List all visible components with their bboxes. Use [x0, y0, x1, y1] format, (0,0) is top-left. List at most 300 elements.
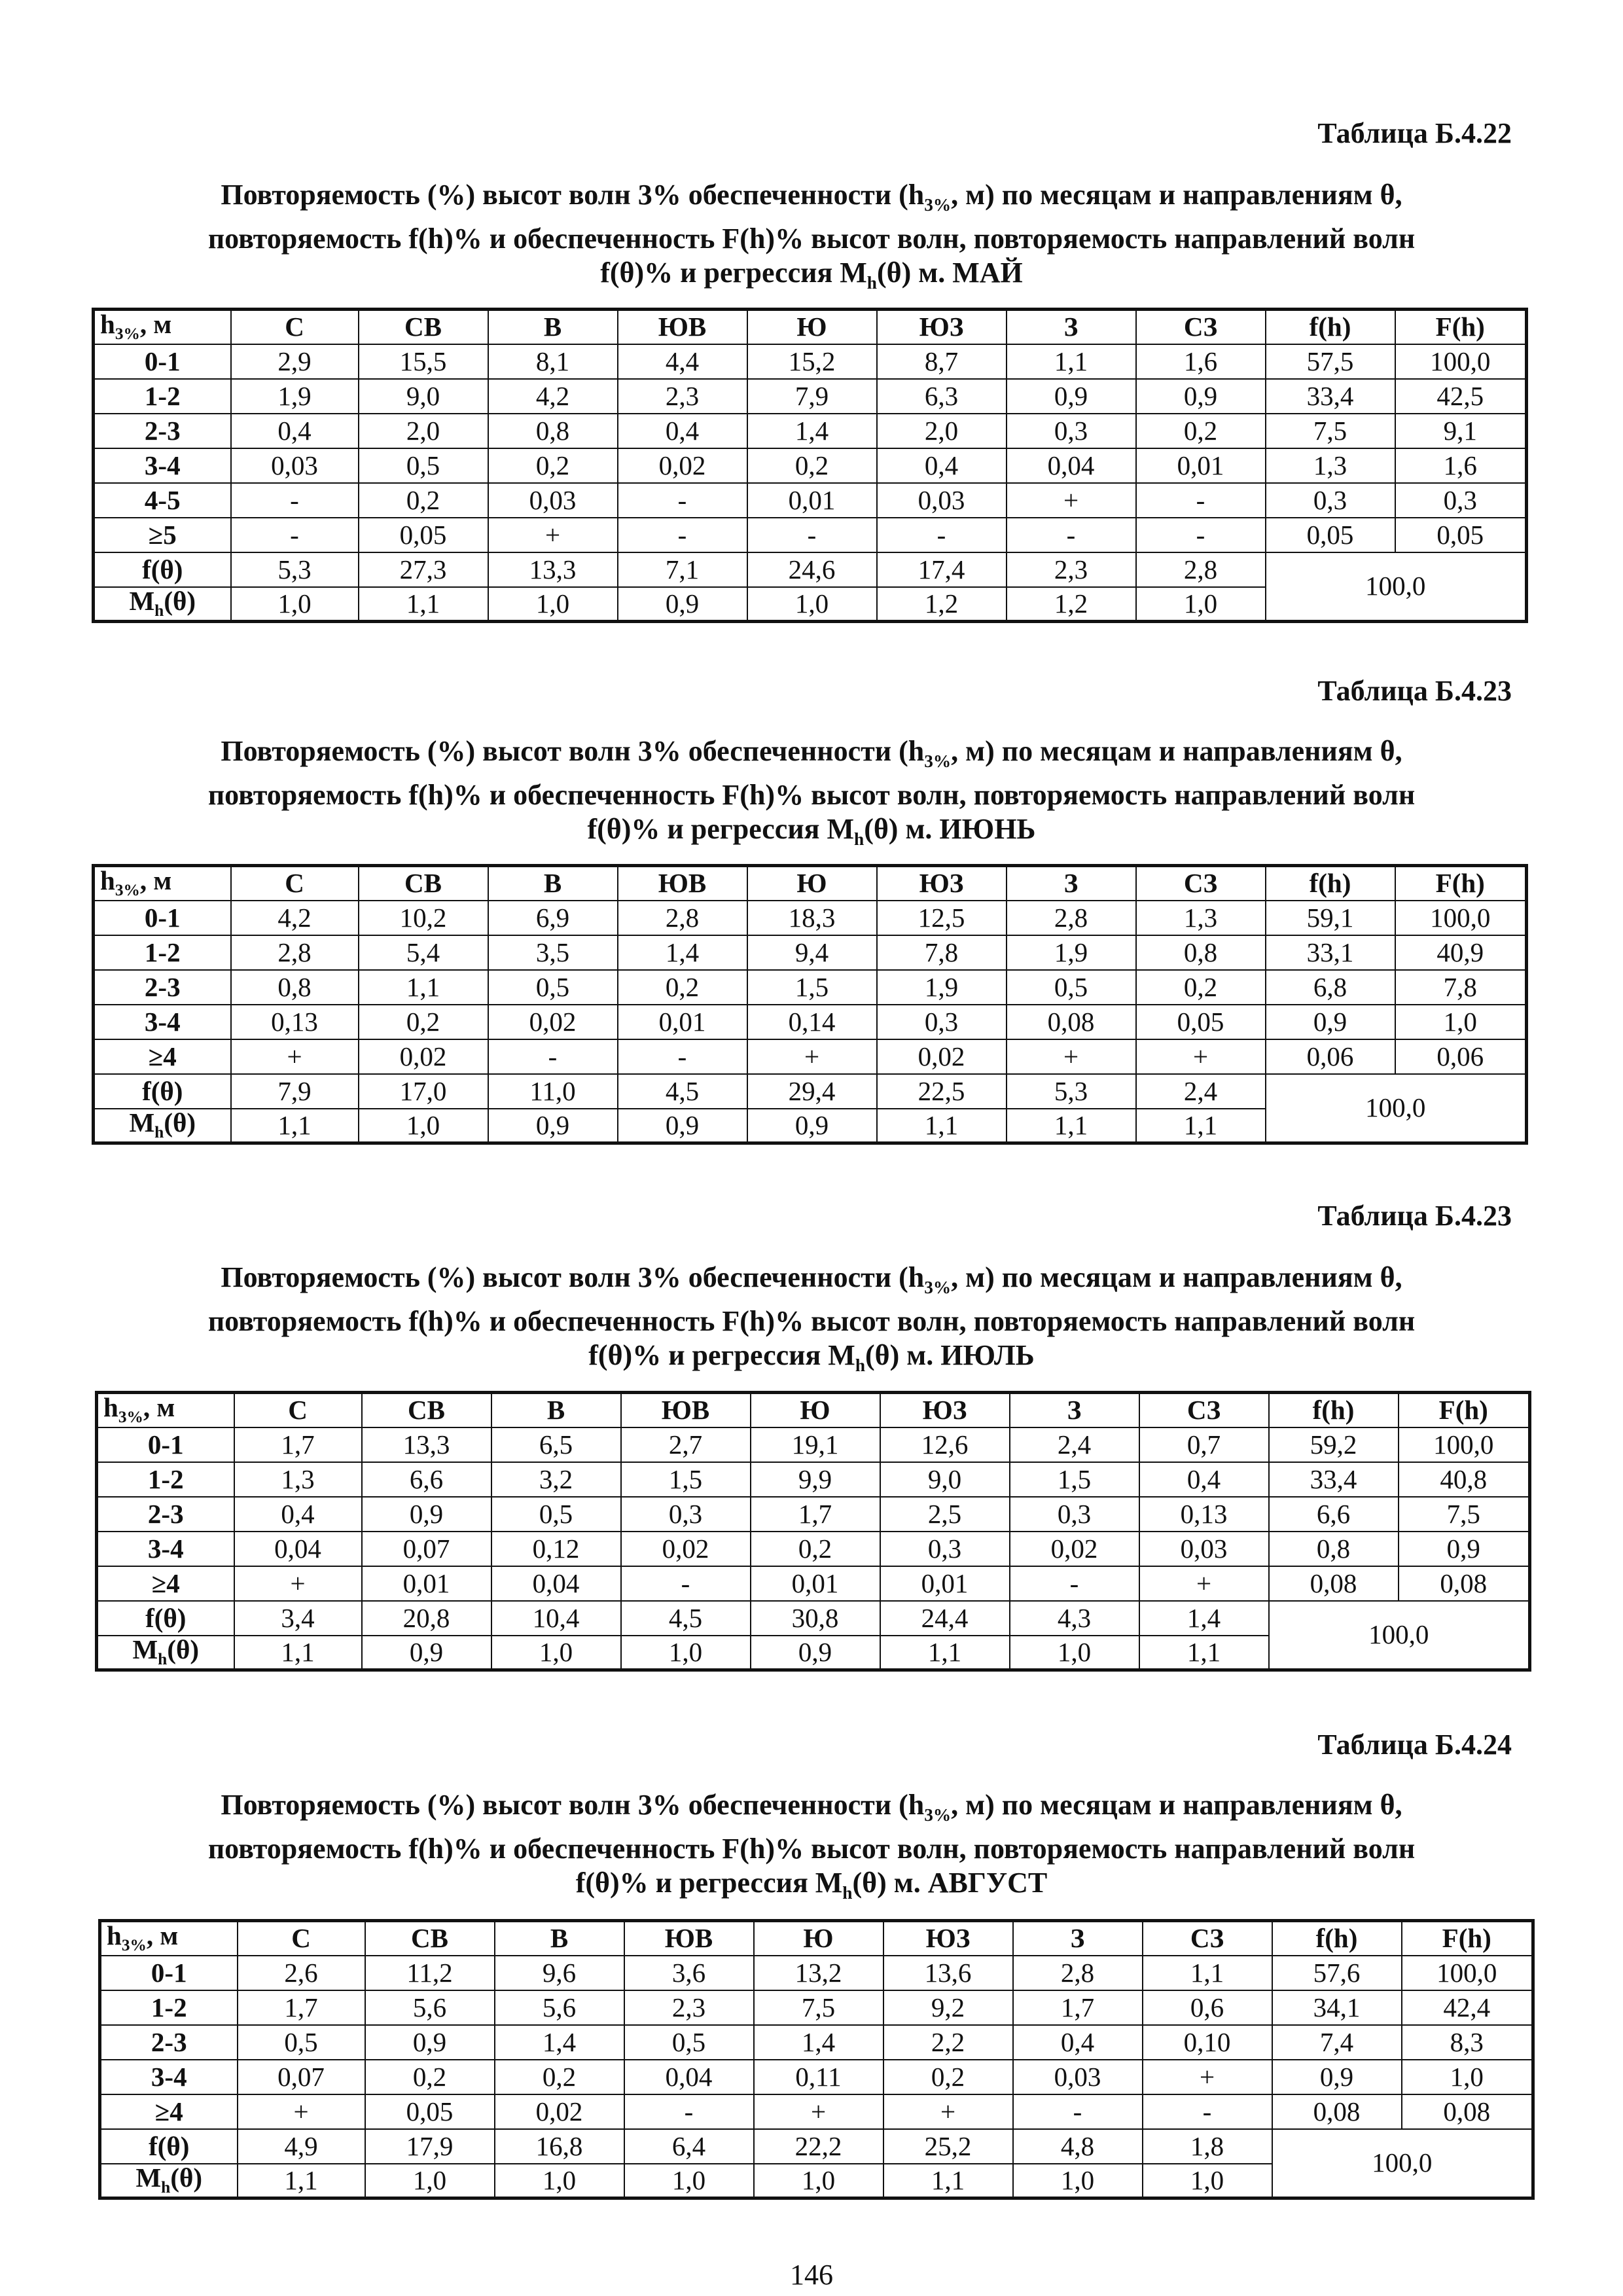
table-cell: 0,2 — [495, 2060, 624, 2094]
column-header: $h_{3\%}$, м — [94, 866, 231, 901]
wave-table-august — [98, 1919, 1535, 2200]
column-header: С — [234, 1393, 362, 1427]
table-cell: 1,6 — [1136, 344, 1266, 379]
table-number: Таблица Б.4.23 — [1317, 1200, 1512, 1232]
table-cell: 0,4 — [618, 414, 747, 448]
table-cell: 5,3 — [231, 552, 359, 587]
table-cell: 0,04 — [1007, 448, 1136, 483]
table-cell: - — [618, 518, 747, 552]
header-row — [100, 1921, 1533, 1956]
table-cell: 1,3 — [234, 1462, 362, 1497]
table-cell: 7,9 — [747, 379, 877, 414]
table-cell: - — [231, 483, 359, 518]
row-label: 3-4 — [94, 1005, 231, 1039]
table-cell: 5,4 — [359, 935, 488, 970]
table-row — [97, 1427, 1530, 1462]
table-cell: 0,9 — [1136, 379, 1266, 414]
table-cell: 0,01 — [1136, 448, 1266, 483]
table-cell: 3,5 — [488, 935, 618, 970]
row-label: 0-1 — [100, 1956, 238, 1990]
table-cell: 1,7 — [1013, 1990, 1143, 2025]
table-cell: 0,3 — [1010, 1497, 1139, 1532]
table-cell: 100,0 — [1399, 1427, 1530, 1462]
table-cell: 1,0 — [754, 2164, 883, 2198]
table-cell: 0,01 — [751, 1566, 880, 1601]
column-header: F(h) — [1402, 1921, 1533, 1956]
table-row — [94, 970, 1527, 1005]
table-cell: 17,9 — [365, 2129, 495, 2164]
row-label: 2-3 — [94, 414, 231, 448]
wave-table-june — [92, 864, 1528, 1145]
table-cell: 0,9 — [747, 1109, 877, 1143]
table-cell: + — [754, 2094, 883, 2129]
table-cell: 1,7 — [234, 1427, 362, 1462]
row-label: ≥4 — [97, 1566, 234, 1601]
table-cell: 0,7 — [1139, 1427, 1269, 1462]
table-cell: 17,4 — [877, 552, 1007, 587]
table-cell: 6,4 — [624, 2129, 754, 2164]
table-cell: 0,04 — [624, 2060, 754, 2094]
wave-table-may — [92, 308, 1528, 623]
table-row — [100, 1956, 1533, 1990]
table-cell: + — [1139, 1566, 1269, 1601]
table-cell: 1,1 — [359, 970, 488, 1005]
table-cell: 15,2 — [747, 344, 877, 379]
table-cell: 0,04 — [491, 1566, 621, 1601]
table-cell: 3,6 — [624, 1956, 754, 1990]
row-label: 1-2 — [100, 1990, 238, 2025]
table-cell: 0,5 — [488, 970, 618, 1005]
table-cell: 1,1 — [883, 2164, 1013, 2198]
table-cell: 0,07 — [362, 1532, 491, 1566]
table-cell: 16,8 — [495, 2129, 624, 2164]
table-cell: - — [1136, 518, 1266, 552]
table-cell: 11,0 — [488, 1074, 618, 1109]
row-label: f(θ) — [94, 1074, 231, 1109]
caption-line-1: Повторяемость (%) высот волн 3% обеспеченности ($h_{3\%}$, м) по месяцам и направлениям θ, — [221, 1261, 1402, 1297]
column-header: СЗ — [1143, 1921, 1272, 1956]
table-cell: - — [624, 2094, 754, 2129]
column-header: В — [488, 866, 618, 901]
table-cell: 10,2 — [359, 901, 488, 935]
table-cell: 0,08 — [1399, 1566, 1530, 1601]
table-cell: 0,03 — [488, 483, 618, 518]
table-cell: 0,03 — [1013, 2060, 1143, 2094]
table-cell: 25,2 — [883, 2129, 1013, 2164]
table-cell: 2,8 — [1007, 901, 1136, 935]
table-cell: 6,9 — [488, 901, 618, 935]
column-header: СЗ — [1136, 310, 1266, 344]
table-cell: 0,08 — [1272, 2094, 1402, 2129]
table-row — [97, 1462, 1530, 1497]
table-cell: 0,10 — [1143, 2025, 1272, 2060]
table-cell: 9,0 — [359, 379, 488, 414]
column-header: F(h) — [1399, 1393, 1530, 1427]
table-cell: 0,3 — [1007, 414, 1136, 448]
table-cell: 0,9 — [618, 587, 747, 622]
row-label: f(θ) — [100, 2129, 238, 2164]
table-cell: 0,11 — [754, 2060, 883, 2094]
table-cell: 1,1 — [234, 1636, 362, 1670]
table-cell: 0,3 — [880, 1532, 1010, 1566]
column-header: СВ — [365, 1921, 495, 1956]
table-cell: 4,9 — [238, 2129, 365, 2164]
column-header: ЮВ — [621, 1393, 751, 1427]
table-cell: - — [618, 483, 747, 518]
table-cell: 13,3 — [488, 552, 618, 587]
table-cell: 3,4 — [234, 1601, 362, 1636]
row-label: 2-3 — [97, 1497, 234, 1532]
table-cell: 2,2 — [883, 2025, 1013, 2060]
row-label: 0-1 — [94, 344, 231, 379]
table-cell: 6,6 — [362, 1462, 491, 1497]
table-row — [97, 1532, 1530, 1566]
table-cell: 24,6 — [747, 552, 877, 587]
table-cell: 40,9 — [1395, 935, 1527, 970]
table-cell: 0,06 — [1395, 1039, 1527, 1074]
table-cell: 0,04 — [234, 1532, 362, 1566]
table-cell: 1,0 — [624, 2164, 754, 2198]
table-cell: 12,6 — [880, 1427, 1010, 1462]
table-cell: 20,8 — [362, 1601, 491, 1636]
table-cell: 13,2 — [754, 1956, 883, 1990]
table-cell: 0,5 — [624, 2025, 754, 2060]
table-cell: - — [488, 1039, 618, 1074]
table-cell: 7,8 — [877, 935, 1007, 970]
table-number: Таблица Б.4.24 — [1317, 1729, 1512, 1761]
table-cell: 2,7 — [621, 1427, 751, 1462]
table-cell: 17,0 — [359, 1074, 488, 1109]
table-cell: 1,1 — [1007, 1109, 1136, 1143]
header-row — [97, 1393, 1530, 1427]
table-cell: 2,0 — [359, 414, 488, 448]
table-cell: 11,2 — [365, 1956, 495, 1990]
table-cell: 0,4 — [877, 448, 1007, 483]
table-cell: 4,8 — [1013, 2129, 1143, 2164]
table-cell: 2,4 — [1136, 1074, 1266, 1109]
table-cell: + — [231, 1039, 359, 1074]
table-cell: - — [747, 518, 877, 552]
table-cell: - — [1013, 2094, 1143, 2129]
table-cell: 2,3 — [1007, 552, 1136, 587]
table-cell: 1,4 — [495, 2025, 624, 2060]
row-label: f(θ) — [97, 1601, 234, 1636]
table-cell: - — [1007, 518, 1136, 552]
table-cell: 2,6 — [238, 1956, 365, 1990]
table-cell: 4,3 — [1010, 1601, 1139, 1636]
table-number: Таблица Б.4.22 — [1317, 117, 1512, 149]
table-cell: 30,8 — [751, 1601, 880, 1636]
row-label: 3-4 — [94, 448, 231, 483]
table-cell: 0,01 — [880, 1566, 1010, 1601]
table-row — [94, 935, 1527, 970]
column-header: СЗ — [1136, 866, 1266, 901]
table-cell: + — [1143, 2060, 1272, 2094]
table-cell: 33,1 — [1266, 935, 1395, 970]
table-cell: 5,3 — [1007, 1074, 1136, 1109]
table-cell: 0,8 — [1136, 935, 1266, 970]
table-cell: 7,4 — [1272, 2025, 1402, 2060]
row-label: $M_h(\theta)$ — [97, 1636, 234, 1670]
table-cell: 6,3 — [877, 379, 1007, 414]
table-cell: 0,01 — [618, 1005, 747, 1039]
column-header: В — [488, 310, 618, 344]
table-cell: 0,2 — [359, 483, 488, 518]
table-cell: 1,0 — [621, 1636, 751, 1670]
table-row — [94, 414, 1527, 448]
table-cell: 0,9 — [618, 1109, 747, 1143]
table-cell: 1,2 — [1007, 587, 1136, 622]
table-cell: 40,8 — [1399, 1462, 1530, 1497]
table-cell: 9,4 — [747, 935, 877, 970]
table-cell: 5,6 — [365, 1990, 495, 2025]
table-cell: 0,5 — [491, 1497, 621, 1532]
table-cell: 0,02 — [618, 448, 747, 483]
table-cell: 27,3 — [359, 552, 488, 587]
column-header: В — [491, 1393, 621, 1427]
row-label: 2-3 — [94, 970, 231, 1005]
table-cell: 0,9 — [362, 1636, 491, 1670]
table-cell: 0,5 — [238, 2025, 365, 2060]
table-cell: 0,08 — [1402, 2094, 1533, 2129]
column-header: f(h) — [1272, 1921, 1402, 1956]
column-header: З — [1007, 310, 1136, 344]
table-cell: 0,9 — [1272, 2060, 1402, 2094]
table-cell: 4,2 — [488, 379, 618, 414]
row-label: ≥4 — [94, 1039, 231, 1074]
table-cell: 42,5 — [1395, 379, 1527, 414]
table-cell: 22,2 — [754, 2129, 883, 2164]
table-cell: 0,02 — [1010, 1532, 1139, 1566]
caption-line-3: f(θ)% и регрессия $M_h(\theta)$ м. ИЮЛЬ — [588, 1338, 1035, 1375]
column-header: F(h) — [1395, 866, 1527, 901]
table-cell: 0,02 — [359, 1039, 488, 1074]
table-cell: 7,5 — [754, 1990, 883, 2025]
table-row — [94, 1039, 1527, 1074]
table-cell: 1,0 — [365, 2164, 495, 2198]
column-header: СВ — [359, 310, 488, 344]
column-header: С — [231, 866, 359, 901]
table-cell: 1,1 — [1007, 344, 1136, 379]
table-cell: 1,5 — [1010, 1462, 1139, 1497]
table-cell: 0,9 — [1266, 1005, 1395, 1039]
table-cell: 0,6 — [1143, 1990, 1272, 2025]
table-cell: 0,9 — [1399, 1532, 1530, 1566]
table-cell: 1,4 — [618, 935, 747, 970]
table-cell: 0,2 — [751, 1532, 880, 1566]
table-cell: 1,0 — [1010, 1636, 1139, 1670]
table-row — [94, 448, 1527, 483]
row-label: ≥4 — [100, 2094, 238, 2129]
table-cell: 0,3 — [1395, 483, 1527, 518]
column-header: ЮВ — [618, 866, 747, 901]
table-cell: 57,6 — [1272, 1956, 1402, 1990]
row-label: 1-2 — [97, 1462, 234, 1497]
column-header: $h_{3\%}$, м — [100, 1921, 238, 1956]
table-cell: 42,4 — [1402, 1990, 1533, 2025]
table-cell: 0,2 — [359, 1005, 488, 1039]
table-cell: 8,7 — [877, 344, 1007, 379]
column-header: ЮЗ — [877, 866, 1007, 901]
table-cell: 0,08 — [1007, 1005, 1136, 1039]
table-row — [94, 379, 1527, 414]
table-cell: 1,5 — [747, 970, 877, 1005]
table-cell: 7,5 — [1399, 1497, 1530, 1532]
table-cell: 15,5 — [359, 344, 488, 379]
row-label: 3-4 — [97, 1532, 234, 1566]
table-cell: 0,5 — [359, 448, 488, 483]
table-cell: + — [747, 1039, 877, 1074]
table-cell: 9,6 — [495, 1956, 624, 1990]
table-row — [94, 344, 1527, 379]
table-cell: 1,0 — [1013, 2164, 1143, 2198]
column-header: Ю — [751, 1393, 880, 1427]
column-header: Ю — [747, 310, 877, 344]
row-label: ≥5 — [94, 518, 231, 552]
table-row — [97, 1497, 1530, 1532]
table-cell: 0,08 — [1269, 1566, 1399, 1601]
table-cell: 0,05 — [1136, 1005, 1266, 1039]
table-cell: 6,5 — [491, 1427, 621, 1462]
table-cell: 7,5 — [1266, 414, 1395, 448]
table-cell: 3,2 — [491, 1462, 621, 1497]
table-cell: 1,3 — [1136, 901, 1266, 935]
table-cell: 100,0 — [1395, 344, 1527, 379]
table-cell: 29,4 — [747, 1074, 877, 1109]
column-header: f(h) — [1266, 310, 1395, 344]
column-header: ЮЗ — [883, 1921, 1013, 1956]
table-cell: 1,0 — [747, 587, 877, 622]
table-number: Таблица Б.4.23 — [1317, 675, 1512, 707]
table-cell: 9,1 — [1395, 414, 1527, 448]
table-cell: - — [231, 518, 359, 552]
table-cell: 100,0 — [1402, 1956, 1533, 1990]
table-cell: 2,3 — [618, 379, 747, 414]
row-label: 4-5 — [94, 483, 231, 518]
row-label: 2-3 — [100, 2025, 238, 2060]
table-cell: 0,2 — [618, 970, 747, 1005]
row-label: $M_h(\theta)$ — [94, 587, 231, 622]
column-header: С — [238, 1921, 365, 1956]
row-label: 1-2 — [94, 935, 231, 970]
row-label: $M_h(\theta)$ — [100, 2164, 238, 2198]
table-cell: 0,05 — [359, 518, 488, 552]
f-theta-row — [94, 552, 1527, 587]
table-cell: 1,3 — [1266, 448, 1395, 483]
table-cell: 1,7 — [751, 1497, 880, 1532]
table-cell: 1,0 — [1402, 2060, 1533, 2094]
table-cell: 0,2 — [747, 448, 877, 483]
total-cell: 100,0 — [1266, 552, 1527, 622]
table-cell: 1,1 — [1143, 1956, 1272, 1990]
table-cell: 0,3 — [877, 1005, 1007, 1039]
table-cell: 100,0 — [1395, 901, 1527, 935]
table-cell: 0,03 — [1139, 1532, 1269, 1566]
table-cell: 0,02 — [488, 1005, 618, 1039]
table-cell: 7,1 — [618, 552, 747, 587]
table-cell: 0,9 — [488, 1109, 618, 1143]
table-cell: 1,1 — [359, 587, 488, 622]
table-cell: 1,5 — [621, 1462, 751, 1497]
table-cell: 33,4 — [1266, 379, 1395, 414]
table-cell: 1,7 — [238, 1990, 365, 2025]
total-cell: 100,0 — [1269, 1601, 1530, 1670]
wave-table-july — [95, 1391, 1531, 1672]
caption-line-3: f(θ)% и регрессия $M_h(\theta)$ м. ИЮНЬ — [587, 812, 1036, 849]
table-cell: 0,2 — [1136, 414, 1266, 448]
table-cell: 24,4 — [880, 1601, 1010, 1636]
table-cell: 2,4 — [1010, 1427, 1139, 1462]
table-caption — [98, 178, 1525, 300]
table-cell: 0,01 — [747, 483, 877, 518]
column-header: ЮВ — [618, 310, 747, 344]
table-cell: 0,4 — [1013, 2025, 1143, 2060]
table-cell: + — [1007, 1039, 1136, 1074]
table-cell: 2,8 — [618, 901, 747, 935]
table-cell: 0,05 — [365, 2094, 495, 2129]
column-header: СЗ — [1139, 1393, 1269, 1427]
f-theta-row — [100, 2129, 1533, 2164]
table-cell: - — [621, 1566, 751, 1601]
table-row — [94, 483, 1527, 518]
table-cell: 1,8 — [1143, 2129, 1272, 2164]
header-row — [94, 866, 1527, 901]
row-label: $M_h(\theta)$ — [94, 1109, 231, 1143]
table-cell: + — [238, 2094, 365, 2129]
column-header: ЮЗ — [877, 310, 1007, 344]
table-cell: + — [488, 518, 618, 552]
table-cell: 1,2 — [877, 587, 1007, 622]
table-cell: 0,3 — [621, 1497, 751, 1532]
table-cell: 0,05 — [1266, 518, 1395, 552]
table-cell: 1,1 — [1139, 1636, 1269, 1670]
table-cell: 0,3 — [1266, 483, 1395, 518]
caption-line-2: повторяемость f(h)% и обеспеченность F(h)% высот волн, повторяемость направлений волн — [207, 1304, 1416, 1337]
table-cell: - — [1136, 483, 1266, 518]
column-header: Ю — [747, 866, 877, 901]
table-row — [94, 1005, 1527, 1039]
table-cell: 0,02 — [495, 2094, 624, 2129]
table-cell: 0,02 — [877, 1039, 1007, 1074]
table-cell: 9,2 — [883, 1990, 1013, 2025]
column-header: ЮЗ — [880, 1393, 1010, 1427]
table-cell: 0,02 — [621, 1532, 751, 1566]
table-cell: 6,6 — [1269, 1497, 1399, 1532]
column-header: С — [231, 310, 359, 344]
row-label: 0-1 — [94, 901, 231, 935]
table-cell: 1,9 — [231, 379, 359, 414]
caption-line-3: f(θ)% и регрессия $M_h(\theta)$ м. АВГУСТ — [575, 1866, 1048, 1903]
table-cell: + — [883, 2094, 1013, 2129]
table-cell: 0,05 — [1395, 518, 1527, 552]
caption-line-1: Повторяемость (%) высот волн 3% обеспеченности ($h_{3\%}$, м) по месяцам и направлениям θ, — [221, 1789, 1402, 1825]
table-row — [100, 2025, 1533, 2060]
table-cell: 1,9 — [1007, 935, 1136, 970]
row-label: 1-2 — [94, 379, 231, 414]
table-cell: 2,9 — [231, 344, 359, 379]
table-cell: 1,0 — [1395, 1005, 1527, 1039]
header-row — [94, 310, 1527, 344]
table-cell: 59,1 — [1266, 901, 1395, 935]
table-cell: 2,5 — [880, 1497, 1010, 1532]
table-cell: 4,5 — [621, 1601, 751, 1636]
column-header: f(h) — [1269, 1393, 1399, 1427]
table-cell: 8,3 — [1402, 2025, 1533, 2060]
column-header: F(h) — [1395, 310, 1527, 344]
table-cell: 4,2 — [231, 901, 359, 935]
column-header: В — [495, 1921, 624, 1956]
row-label: 0-1 — [97, 1427, 234, 1462]
